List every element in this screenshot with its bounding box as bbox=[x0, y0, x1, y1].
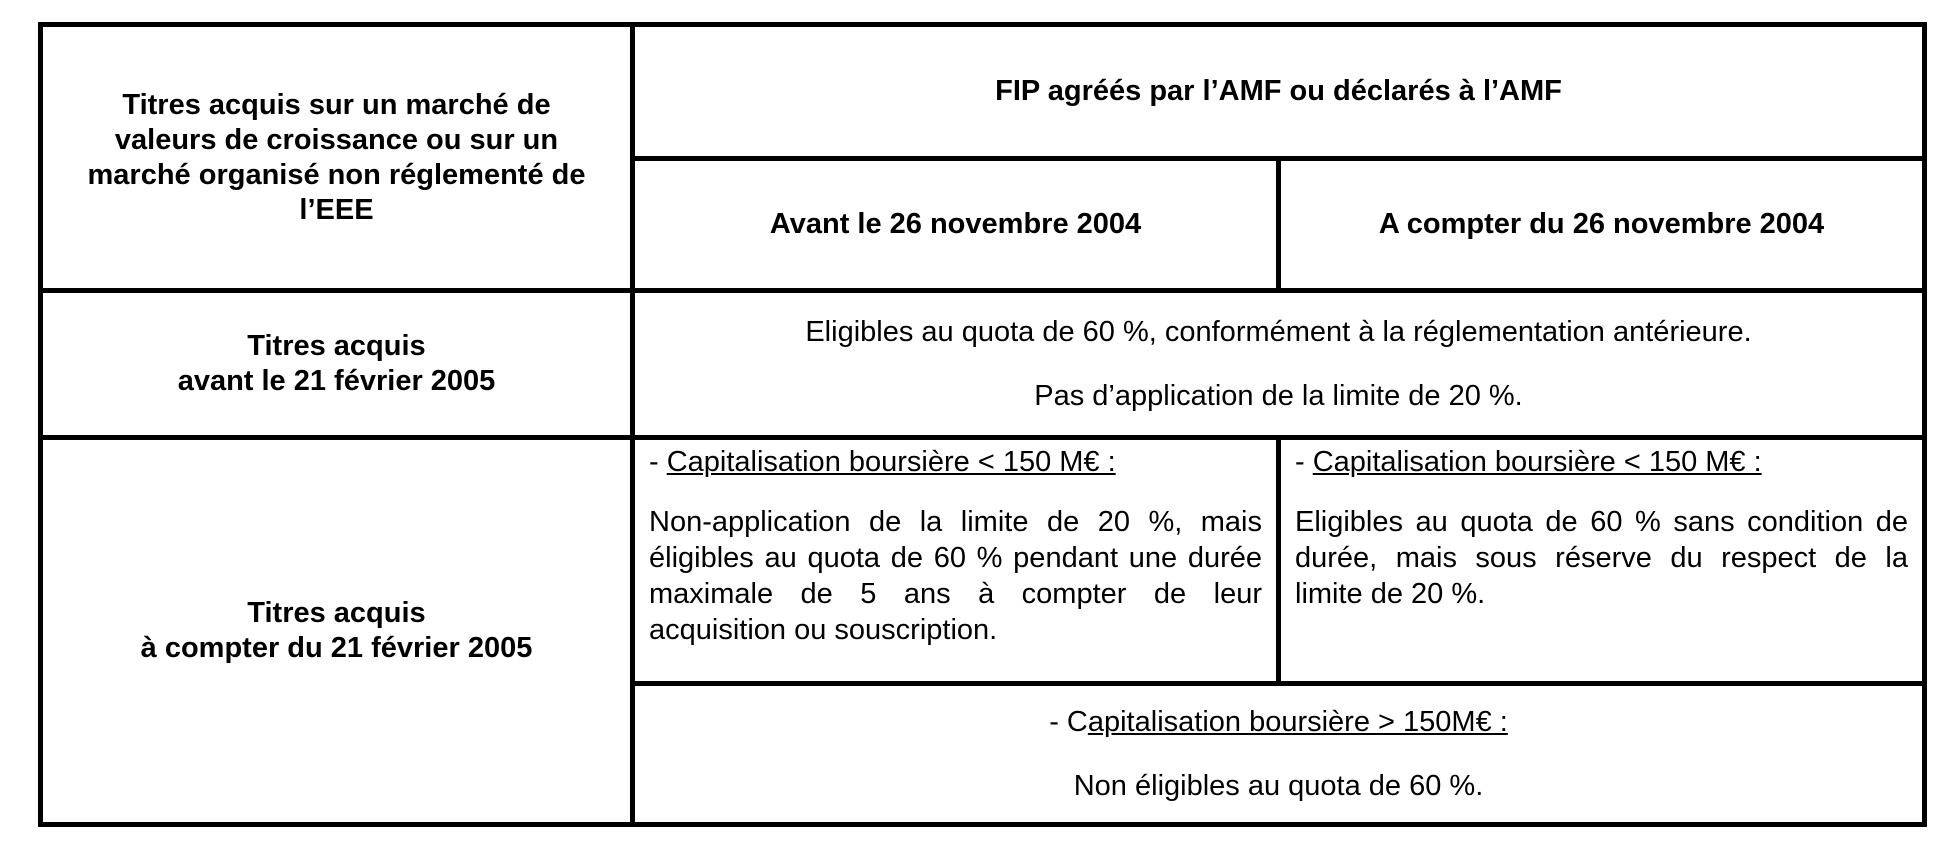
heading-prefix: - bbox=[649, 446, 667, 478]
column-header-before-text: Avant le 26 novembre 2004 bbox=[769, 208, 1142, 240]
row-label-before-line2: avant le 21 février 2005 bbox=[177, 365, 496, 397]
small-cap-after-body: Eligibles au quota de 60 % sans condition de durée, mais sous réserve du respect de la limite de 20 %. bbox=[1295, 506, 1908, 610]
heading-underlined: Capitalisation boursière < 150 M€ : bbox=[1312, 446, 1762, 478]
small-cap-before-heading bbox=[649, 444, 1262, 480]
large-cap-body: Non éligibles au quota de 60 %. bbox=[1073, 770, 1484, 802]
row-label-after-2005 bbox=[41, 438, 633, 825]
heading-underlined: Capitalisation boursière < 150 M€ : bbox=[666, 446, 1116, 478]
heading-underlined: apitalisation boursière > 150M€ : bbox=[1087, 706, 1508, 738]
corner-header-text: Titres acquis sur un marché de valeurs de croissance ou sur un marché organisé non réglementé de l’EEE bbox=[87, 88, 586, 226]
row-label-after-line2: à compter du 21 février 2005 bbox=[140, 632, 533, 664]
small-cap-before-body: Non-application de la limite de 20 %, mais éligibles au quota de 60 % pendant une durée maximale de 5 ans à compter de leur acquisition ou souscription. bbox=[649, 506, 1262, 646]
large-cap-heading bbox=[635, 704, 1922, 740]
row-label-before-line1: Titres acquis bbox=[247, 330, 426, 362]
heading-prefix: - C bbox=[1049, 706, 1088, 738]
fip-header-text: FIP agréés par l’AMF ou déclarés à l’AMF bbox=[995, 75, 1562, 107]
row1-eligibility-text: Eligibles au quota de 60 %, conformément à la réglementation antérieure. bbox=[805, 316, 1752, 348]
column-header-before bbox=[633, 159, 1279, 291]
row-label-before-2005 bbox=[41, 291, 633, 438]
eligibility-table bbox=[38, 22, 1927, 827]
fip-header-cell bbox=[633, 25, 1925, 159]
corner-header-cell bbox=[41, 25, 633, 291]
row-label-after-line1: Titres acquis bbox=[247, 597, 426, 629]
small-cap-after-cell bbox=[1279, 438, 1925, 684]
small-cap-after-heading bbox=[1295, 444, 1908, 480]
row1-content-cell bbox=[633, 291, 1925, 438]
large-cap-cell bbox=[633, 684, 1925, 825]
column-header-after bbox=[1279, 159, 1925, 291]
heading-prefix: - bbox=[1295, 446, 1313, 478]
column-header-after-text: A compter du 26 novembre 2004 bbox=[1378, 208, 1825, 240]
small-cap-before-cell bbox=[633, 438, 1279, 684]
row1-limit-text: Pas d’application de la limite de 20 %. bbox=[1034, 380, 1523, 412]
